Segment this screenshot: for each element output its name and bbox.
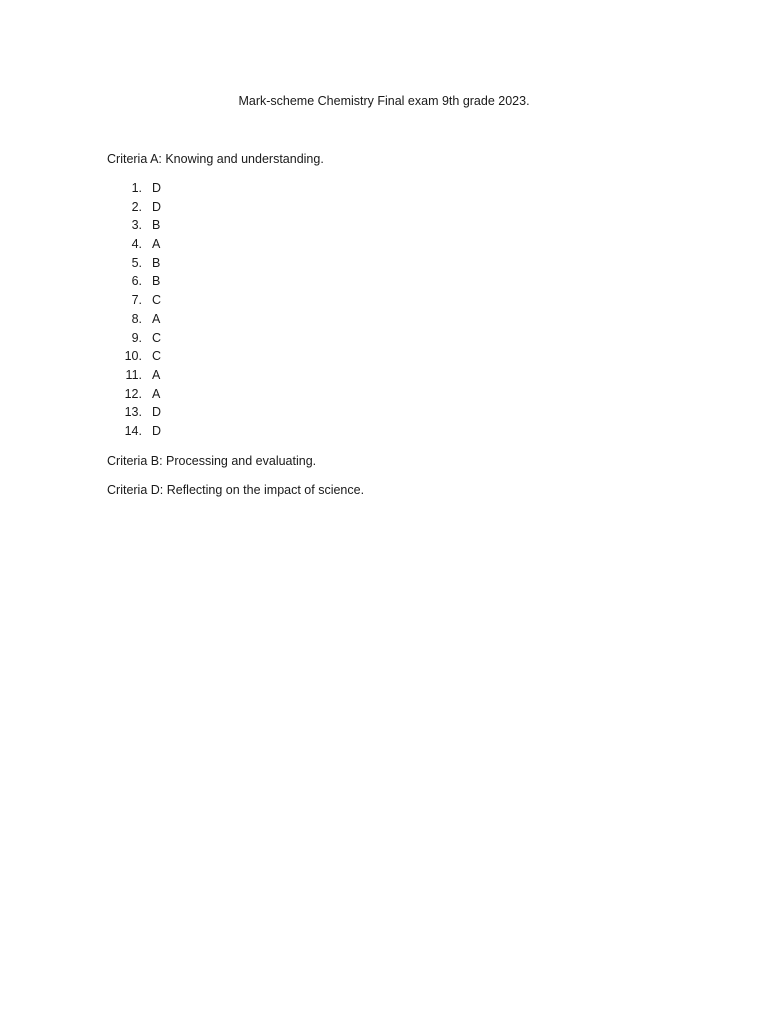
criteria-d-heading: Criteria D: Reflecting on the impact of science. — [107, 483, 365, 497]
criteria-b-heading: Criteria B: Processing and evaluating. — [107, 454, 317, 468]
list-item — [0, 254, 768, 273]
list-item — [0, 291, 768, 310]
list-item — [0, 272, 768, 291]
answer-value: A — [152, 367, 161, 382]
answer-number: 6. — [131, 274, 142, 289]
answer-value: D — [152, 199, 162, 214]
answer-number: 7. — [131, 293, 142, 308]
list-item — [0, 235, 768, 254]
answer-number: 4. — [131, 237, 142, 252]
answer-number: 8. — [131, 311, 142, 326]
list-item — [0, 198, 768, 217]
answer-number: 5. — [131, 255, 142, 270]
answer-list — [0, 179, 768, 441]
answer-value: D — [152, 423, 162, 438]
answer-value: D — [152, 181, 162, 195]
answer-number: 12. — [124, 386, 142, 401]
answer-value: A — [152, 311, 161, 326]
list-item — [0, 366, 768, 385]
list-item — [0, 216, 768, 235]
list-item — [0, 329, 768, 348]
answer-value: B — [152, 274, 161, 289]
list-item — [0, 179, 768, 198]
answer-number: 11. — [125, 367, 142, 382]
answer-number: 10. — [124, 349, 142, 364]
answer-value: B — [152, 218, 161, 233]
answer-value: C — [152, 330, 162, 345]
list-item — [0, 403, 768, 422]
answer-number: 3. — [131, 218, 142, 233]
document-title: Mark-scheme Chemistry Final exam 9th grade 2023. — [238, 94, 530, 108]
answer-number: 14. — [124, 423, 142, 438]
criteria-a-heading: Criteria A: Knowing and understanding. — [107, 152, 324, 166]
answer-value: B — [152, 255, 161, 270]
answer-value: C — [152, 349, 162, 364]
list-item — [0, 347, 768, 366]
answer-number: 1. — [131, 181, 142, 195]
list-item — [0, 385, 768, 404]
answer-number: 2. — [131, 199, 142, 214]
answer-value: A — [152, 237, 161, 252]
list-item — [0, 310, 768, 329]
answer-number: 9. — [131, 330, 142, 345]
answer-value: A — [152, 386, 161, 401]
answer-value: D — [152, 405, 162, 420]
answer-number: 13. — [124, 405, 142, 420]
answer-value: C — [152, 293, 162, 308]
list-item — [0, 422, 768, 441]
